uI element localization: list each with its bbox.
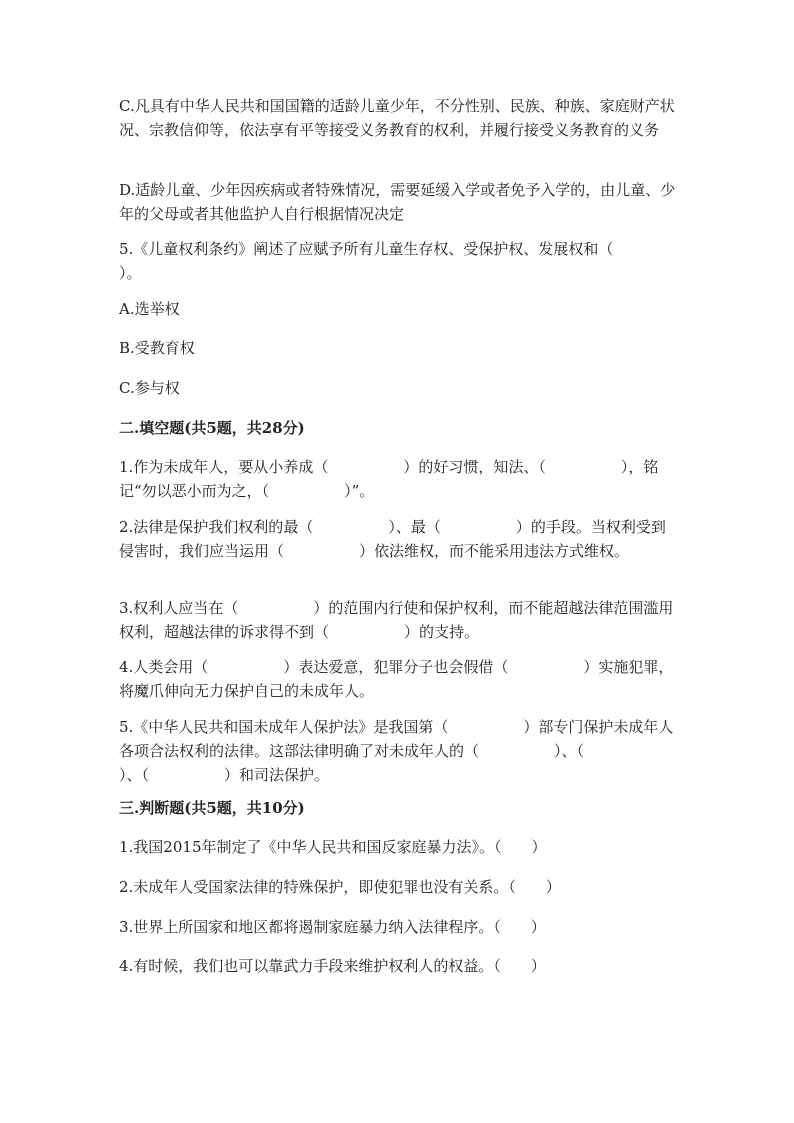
fill-question-1: 1.作为未成年人，要从小养成（ ）的好习惯，知法、（ ），铭记“勿以恶小而为之，（ ）”。 [119,458,659,500]
judge-question-4: 4.有时候，我们也可以靠武力手段来维护权利人的权益。（ ） [119,957,546,975]
question-5-text: 5.《儿童权利条约》阐述了应赋予所有儿童生存权、受保护权、发展权和（ ）。 [119,240,659,282]
section-heading-true-false: 三.判断题(共5题，共10分) [119,799,305,817]
judge-question-1: 1.我国2015年制定了《中华人民共和国反家庭暴力法》。（ ） [119,838,547,856]
fill-question-3: 3.权利人应当在（ ）的范围内行使和保护权利，而不能超越法律范围滥用权利，超越法律的诉求得不到（ ）的支持。 [119,599,674,641]
section-heading-fill-in: 二.填空题(共5题，共28分) [119,419,305,437]
option-c-text: C.凡具有中华人民共和国国籍的适龄儿童少年，不分性别、民族、种族、家庭财产状况、宗教信仰等，依法享有平等接受义务教育的权利，并履行接受义务教育的义务 [119,97,675,139]
option-d-text: D.适龄儿童、少年因疾病或者特殊情况，需要延缓入学或者免予入学的，由儿童、少年的父母或者其他监护人自行根据情况决定 [119,181,676,223]
option-a-text: A.选举权 [119,300,180,318]
judge-question-3: 3.世界上所国家和地区都将遏制家庭暴力纳入法律程序。（ ） [119,918,546,936]
option-c2-text: C.参与权 [119,379,180,397]
fill-question-2: 2.法律是保护我们权利的最（ ）、最（ ）的手段。当权利受到侵害时，我们应当运用（ ）依法维权，而不能采用违法方式维权。 [119,518,666,560]
option-b-text: B.受教育权 [119,339,195,357]
judge-question-2: 2.未成年人受国家法律的特殊保护，即使犯罪也没有关系。（ ） [119,878,561,896]
fill-question-4: 4.人类会用（ ）表达爱意，犯罪分子也会假借（ ）实施犯罪，将魔爪伸向无力保护自己的未成年人。 [119,658,674,700]
fill-question-5: 5.《中华人民共和国未成年人保护法》是我国第（ ）部专门保护未成年人各项合法权利的法律。这部法律明确了对未成年人的（ ）、（ ）、（ ）和司法保护。 [119,718,674,784]
